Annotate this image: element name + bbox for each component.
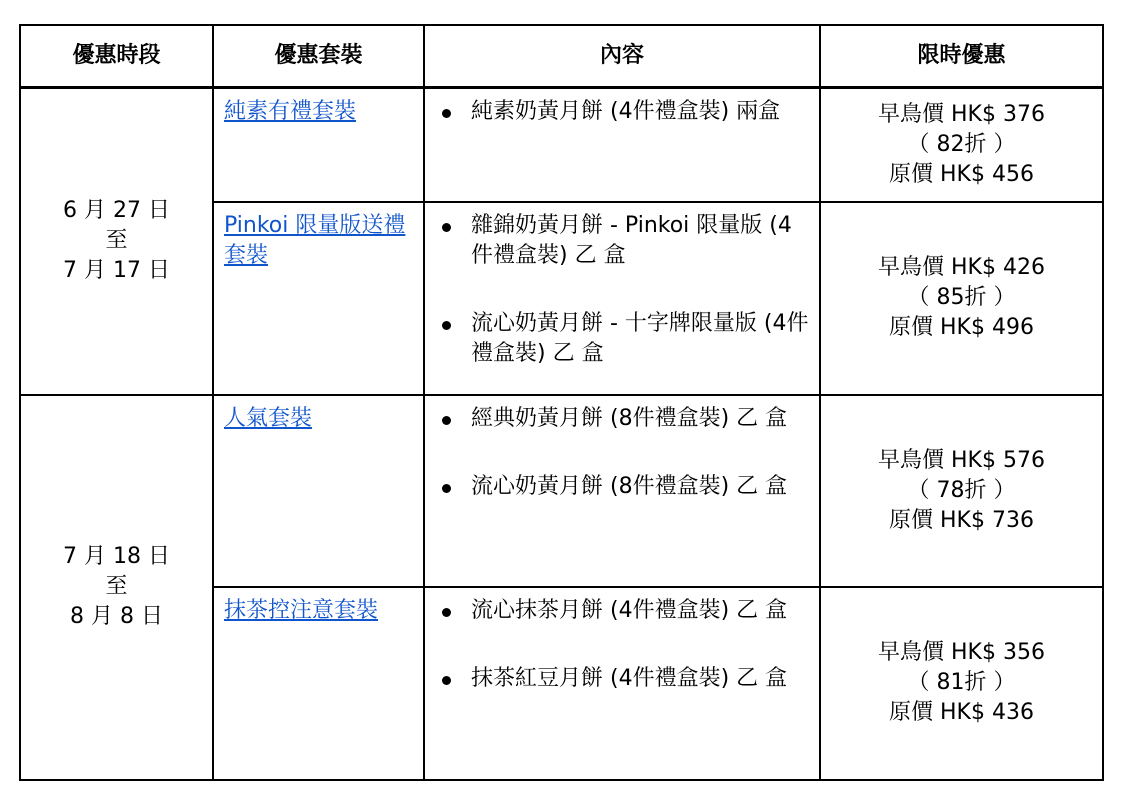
header-period: 優惠時段 [20,25,213,88]
list-item [431,211,813,271]
content-cell [424,587,820,780]
period-separator: 至 [105,228,128,254]
header-content: 內容 [424,25,820,88]
original-price: 原價 HK$ 436 [889,700,1034,725]
content-list [431,596,813,694]
content-cell [424,202,820,395]
item-text: 純素奶黃月餅 (4件禮盒裝) 兩盒 [471,99,781,124]
bullet-icon [442,321,451,330]
item-text: 經典奶黃月餅 (8件禮盒裝) 乙 盒 [471,405,788,431]
early-bird-price: 早鳥價 HK$ 356 [878,640,1045,665]
offer-cell [820,395,1103,587]
offer-cell [820,587,1103,780]
bullet-icon [442,676,451,685]
bullet-icon [442,109,451,118]
bullet-icon [442,223,451,232]
discount-label: （ 81折 ） [907,670,1016,695]
content-cell [424,88,820,202]
content-list [431,404,813,502]
package-cell [213,88,424,202]
item-text: 流心抹茶月餅 (4件禮盒裝) 乙 盒 [471,597,788,623]
period-end: 8 月 8 日 [70,604,163,629]
early-bird-price: 早鳥價 HK$ 426 [878,255,1045,280]
period-cell [20,395,213,780]
bullet-icon [442,608,451,617]
offer-cell [820,202,1103,395]
item-text: 流心奶黃月餅 (8件禮盒裝) 乙 盒 [471,473,788,499]
content-list [431,97,813,127]
bullet-icon [442,416,451,425]
period-separator: 至 [105,574,128,599]
package-cell [213,202,424,395]
early-bird-price: 早鳥價 HK$ 376 [878,101,1045,127]
list-item [431,97,813,127]
header-offer: 限時優惠 [820,25,1103,88]
content-list [431,211,813,369]
package-cell [213,587,424,780]
original-price: 原價 HK$ 736 [889,507,1034,533]
period-end: 7 月 17 日 [63,258,170,284]
header-row [20,25,1103,88]
list-item [431,472,813,502]
discount-label: （ 82折 ） [907,131,1016,157]
list-item [431,404,813,434]
period-start: 6 月 27 日 [63,198,170,224]
item-text: 流心奶黃月餅 - 十字牌限量版 (4件禮盒裝) 乙 盒 [471,310,809,366]
item-text: 雜錦奶黃月餅 - Pinkoi 限量版 (4件禮盒裝) 乙 盒 [471,212,792,268]
list-item [431,309,813,369]
table-row [20,88,1103,202]
list-item [431,596,813,626]
item-text: 抹茶紅豆月餅 (4件禮盒裝) 乙 盒 [471,665,788,691]
discount-label: （ 85折 ） [907,285,1016,310]
period-start: 7 月 18 日 [63,544,170,569]
header-package: 優惠套裝 [213,25,424,88]
content-cell [424,395,820,587]
original-price: 原價 HK$ 496 [889,315,1034,340]
package-link[interactable]: 純素有禮套裝 [224,99,357,124]
period-cell [20,88,213,395]
discount-label: （ 78折 ） [907,477,1016,503]
bullet-icon [442,484,451,493]
table-row [20,395,1103,587]
list-item [431,664,813,694]
original-price: 原價 HK$ 456 [889,161,1034,187]
package-link[interactable]: 人氣套裝 [224,405,313,431]
promo-table [19,24,1104,781]
package-link[interactable]: Pinkoi 限量版送禮套裝 [224,212,406,268]
early-bird-price: 早鳥價 HK$ 576 [878,447,1045,473]
package-cell [213,395,424,587]
package-link[interactable]: 抹茶控注意套裝 [224,597,379,623]
offer-cell [820,88,1103,202]
